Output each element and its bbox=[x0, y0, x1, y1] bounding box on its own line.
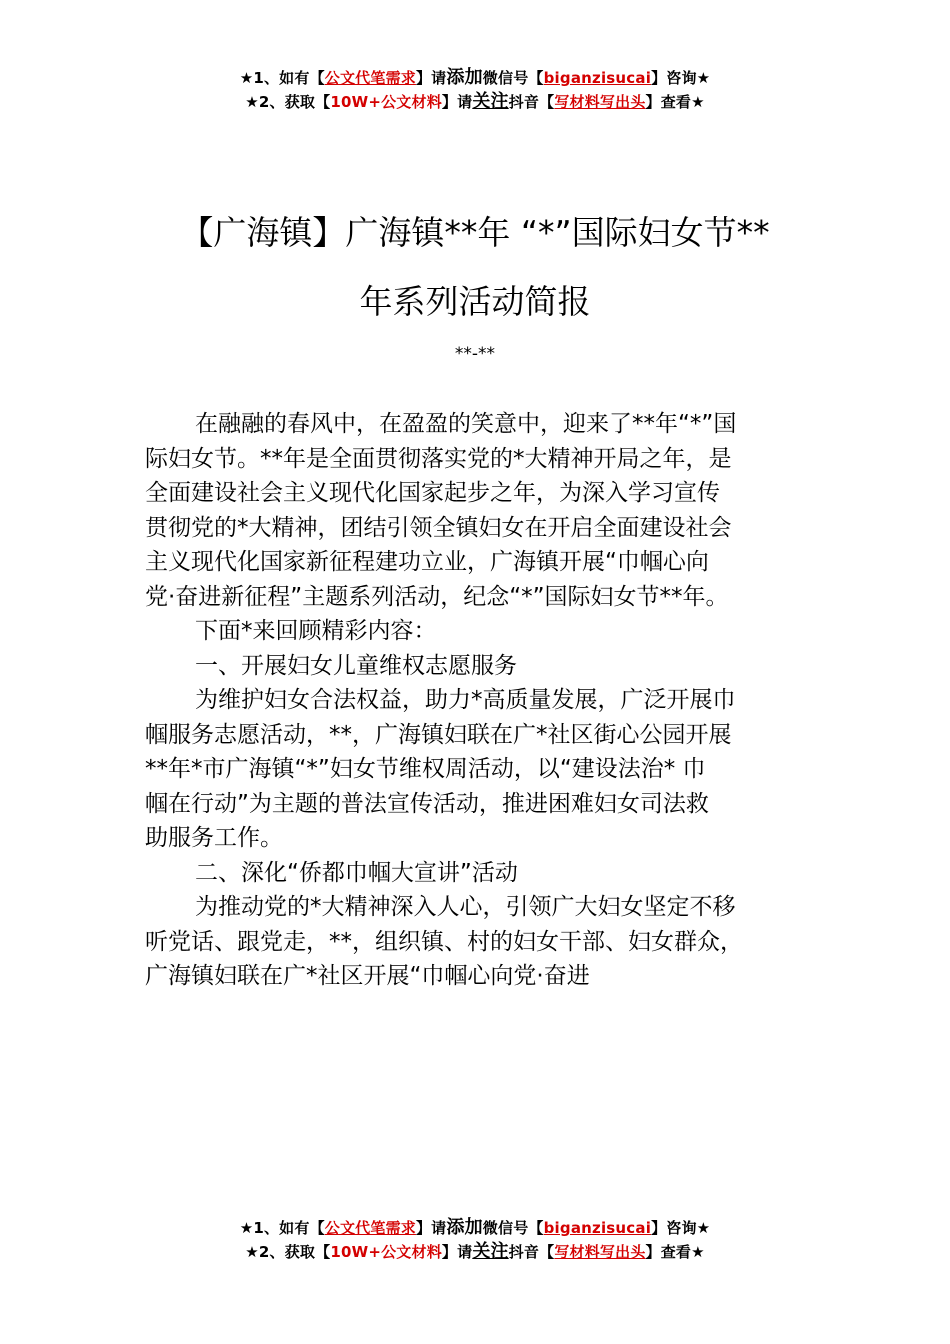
banner-text: 关注 bbox=[472, 91, 509, 112]
banner-highlight: 10W+公文材料 bbox=[330, 93, 442, 111]
top-banner bbox=[0, 66, 950, 114]
body-line: 在融融的春风中，在盈盈的笑意中，迎来了**年“*”国 bbox=[195, 411, 737, 437]
banner-text: 】咨询★ bbox=[651, 1219, 711, 1237]
banner-text: 】咨询★ bbox=[651, 69, 711, 87]
banner-text: 添加 bbox=[446, 1217, 483, 1238]
banner-text: ★2、获取【 bbox=[245, 93, 331, 111]
banner-text: 添加 bbox=[446, 67, 483, 88]
document-title-line-2: 年系列活动简报 bbox=[359, 282, 591, 321]
body-line: 帼在行动”为主题的普法宣传活动，推进困难妇女司法救 bbox=[145, 790, 709, 817]
banner-highlight: 公文代笔需求 bbox=[324, 69, 416, 87]
banner-text: 抖音【 bbox=[508, 1243, 555, 1261]
banner-highlight: 10W+公文材料 bbox=[330, 1243, 442, 1261]
body-line: 为维护妇女合法权益，助力*高质量发展，广泛开展巾 bbox=[195, 687, 736, 713]
document-title-line-1: 【广海镇】广海镇**年 “*”国际妇女节** bbox=[180, 213, 770, 252]
body-line: 际妇女节。**年是全面贯彻落实党的*大精神开局之年，是 bbox=[145, 445, 732, 472]
banner-text: 微信号【 bbox=[482, 1219, 544, 1237]
banner-text: 】请 bbox=[415, 1219, 447, 1237]
body-line: 助服务工作。 bbox=[145, 825, 283, 851]
banner-text: 关注 bbox=[472, 1241, 509, 1262]
body-line: 全面建设社会主义现代化国家起步之年，为深入学习宣传 bbox=[145, 480, 720, 506]
banner-text: ★1、如有【 bbox=[239, 1219, 325, 1237]
banner-line-1 bbox=[0, 66, 950, 90]
body-line: 党·奋进新征程”主题系列活动，纪念“*”国际妇女节**年。 bbox=[145, 583, 729, 610]
banner-text: 】请 bbox=[441, 1243, 473, 1261]
banner-text: 】请 bbox=[415, 69, 447, 87]
body-line: 帼服务志愿活动，**，广海镇妇联在广*社区街心公园开展 bbox=[145, 721, 732, 748]
body-line: 为推动党的*大精神深入人心，引领广大妇女坚定不移 bbox=[195, 894, 736, 920]
body-line: 主义现代化国家新征程建功立业，广海镇开展“巾帼心向 bbox=[145, 549, 709, 575]
document-body bbox=[145, 407, 835, 994]
banner-line-2 bbox=[0, 1240, 950, 1264]
body-line: 二、深化“侨都巾帼大宣讲”活动 bbox=[195, 859, 518, 886]
banner-text: 】查看★ bbox=[645, 1243, 705, 1261]
banner-highlight: 写材料写出头 bbox=[554, 1243, 646, 1261]
body-line: 下面*来回顾精彩内容： bbox=[195, 618, 437, 644]
banner-text: 抖音【 bbox=[508, 93, 555, 111]
document-date: **-** bbox=[454, 344, 496, 364]
body-line: 听党话、跟党走，**，组织镇、村的妇女干部、妇女群众， bbox=[145, 928, 743, 955]
banner-highlight: 写材料写出头 bbox=[554, 93, 646, 111]
body-line: 一、开展妇女儿童维权志愿服务 bbox=[195, 652, 517, 679]
banner-text: 微信号【 bbox=[482, 69, 544, 87]
banner-line-2 bbox=[0, 90, 950, 114]
banner-line-1 bbox=[0, 1216, 950, 1240]
body-line: 贯彻党的*大精神，团结引领全镇妇女在开启全面建设社会 bbox=[145, 514, 732, 541]
banner-highlight: biganzisucai bbox=[543, 69, 652, 87]
body-line: **年*市广海镇“*”妇女节维权周活动，以“建设法治* 巾 bbox=[145, 756, 706, 782]
body-line: 广海镇妇联在广*社区开展“巾帼心向党·奋进 bbox=[145, 963, 590, 989]
bottom-banner bbox=[0, 1216, 950, 1264]
banner-highlight: biganzisucai bbox=[543, 1219, 652, 1237]
banner-text: 】请 bbox=[441, 93, 473, 111]
banner-highlight: 公文代笔需求 bbox=[324, 1219, 416, 1237]
banner-text: ★1、如有【 bbox=[239, 69, 325, 87]
banner-text: ★2、获取【 bbox=[245, 1243, 331, 1261]
banner-text: 】查看★ bbox=[645, 93, 705, 111]
